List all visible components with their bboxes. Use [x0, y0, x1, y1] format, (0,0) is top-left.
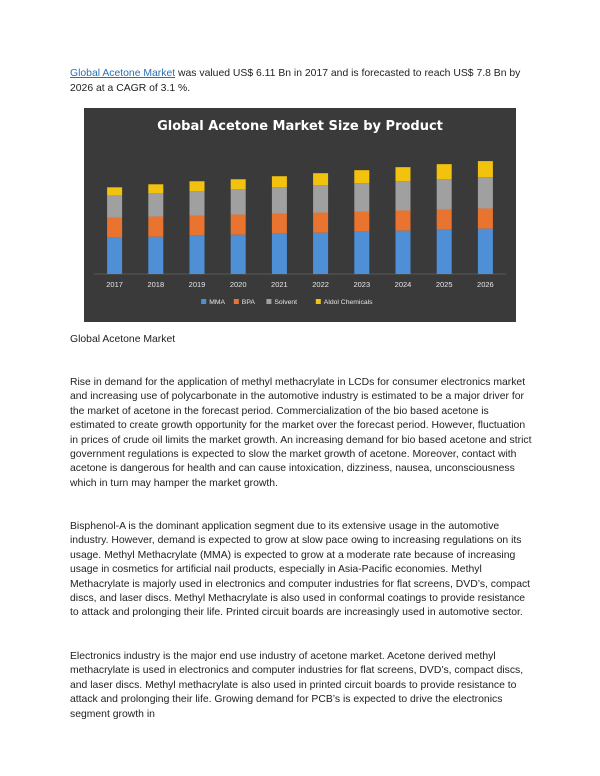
- bar-mma-2020: [231, 235, 246, 274]
- legend-swatch-aldol-chemicals: [316, 299, 321, 304]
- bar-aldol-chemicals-2023: [354, 170, 369, 183]
- bar-mma-2018: [148, 237, 163, 274]
- intro-paragraph: [70, 66, 532, 96]
- x-tick-label: 2017: [106, 280, 123, 289]
- bar-mma-2022: [313, 233, 328, 274]
- bar-mma-2017: [107, 238, 122, 274]
- bar-aldol-chemicals-2019: [190, 181, 205, 191]
- global-acetone-market-link[interactable]: Global Acetone Market: [70, 68, 176, 79]
- bar-mma-2019: [190, 236, 205, 274]
- bar-mma-2024: [396, 231, 411, 274]
- bar-solvent-2019: [190, 191, 205, 215]
- legend-label: MMA: [209, 299, 226, 306]
- x-tick-label: 2020: [229, 280, 247, 289]
- bar-solvent-2017: [107, 195, 122, 217]
- bar-bpa-2023: [354, 212, 369, 232]
- legend-swatch-solvent: [266, 299, 271, 304]
- bar-aldol-chemicals-2020: [231, 179, 246, 189]
- bar-aldol-chemicals-2026: [478, 161, 493, 177]
- legend-swatch-bpa: [234, 299, 239, 304]
- x-tick-label: 2023: [353, 280, 371, 289]
- bar-solvent-2020: [231, 189, 246, 214]
- bar-mma-2023: [354, 232, 369, 274]
- bar-mma-2026: [478, 229, 493, 274]
- bar-bpa-2025: [437, 209, 452, 229]
- bar-solvent-2021: [272, 187, 287, 213]
- bar-aldol-chemicals-2022: [313, 173, 328, 185]
- bar-solvent-2022: [313, 185, 328, 212]
- intro-text: was valued US$ 6.11 Bn in 2017 and is forecasted to reach US$ 7.8 Bn by 2026 at a CAGR of 3.1 %.: [70, 68, 521, 94]
- bar-bpa-2020: [231, 215, 246, 235]
- paragraph-drivers: Rise in demand for the application of methyl methacrylate in LCDs for consumer electronics market and increasing use of polycarbonate in the automotive industry is estimated to be a major driver for the market of acetone in the forecast period. Commercialization of the bio based acetone is estimated to create growth opportunity for the market over the forecast period. However, fluctuation in prices of crude oil limits the market growth. An increasing demand for bio based acetone and strict government regulations is expected to slow the market growth of acetone. Moreover, contact with acetone is dangerous for health and can cause intoxication, dizziness, nausea, unconsciousness which in turn may hamper the market growth.: [70, 377, 532, 489]
- legend-swatch-mma: [201, 299, 206, 304]
- legend-label: Aldol Chemicals: [323, 299, 373, 306]
- x-tick-label: 2024: [394, 280, 412, 289]
- bar-aldol-chemicals-2025: [437, 164, 452, 179]
- x-tick-label: 2018: [147, 280, 165, 289]
- x-tick-label: 2022: [312, 280, 329, 289]
- x-tick-label: 2026: [477, 280, 494, 289]
- bar-aldol-chemicals-2024: [396, 167, 411, 181]
- bar-aldol-chemicals-2017: [107, 187, 122, 195]
- bar-bpa-2022: [313, 213, 328, 233]
- bar-bpa-2026: [478, 208, 493, 228]
- bar-solvent-2024: [396, 181, 411, 210]
- bar-solvent-2018: [148, 193, 163, 216]
- acetone-market-chart: [84, 108, 516, 322]
- bar-mma-2021: [272, 234, 287, 274]
- bar-bpa-2017: [107, 218, 122, 238]
- chart-title: Global Acetone Market Size by Product: [157, 119, 443, 134]
- x-tick-label: 2025: [435, 280, 453, 289]
- bar-aldol-chemicals-2018: [148, 184, 163, 193]
- bar-bpa-2021: [272, 214, 287, 234]
- x-tick-label: 2021: [271, 280, 288, 289]
- bar-solvent-2026: [478, 177, 493, 208]
- legend-label: BPA: [241, 299, 255, 306]
- bar-mma-2025: [437, 230, 452, 274]
- paragraph-electronics: Electronics industry is the major end use industry of acetone market. Acetone derived methyl methacrylate is used in electronics and computer industries for flat screens, DVD’s, compact discs, and laser discs. Methyl methacrylate is also used in printed circuit boards to provide resistance to attack and prolonging their life. Growing demand for PCB’s is expected to drive the electronics segment growth in: [70, 651, 524, 720]
- bar-solvent-2023: [354, 183, 369, 211]
- x-tick-label: 2019: [188, 280, 206, 289]
- chart-svg: [84, 108, 516, 322]
- bar-bpa-2019: [190, 216, 205, 236]
- legend-label: Solvent: [274, 299, 298, 306]
- bar-aldol-chemicals-2021: [272, 176, 287, 187]
- bar-bpa-2024: [396, 210, 411, 230]
- bar-bpa-2018: [148, 217, 163, 237]
- bar-solvent-2025: [437, 179, 452, 209]
- chart-caption: Global Acetone Market: [70, 334, 176, 345]
- paragraph-bisphenol: Bisphenol-A is the dominant application segment due to its extensive usage in the automotive industry. However, demand is expected to grow at slow pace owing to increasing regulations on its usage. Methyl Methacrylate (MMA) is expected to grow at a moderate rate because of increasing usage in cosmetics for artificial nail products, especially in Asia-Pacific economies. Methyl Methacrylate is majorly used in electronics and computer industries for flat screens, DVD’s, compact discs, and laser discs. Methyl Methacrylate is also used in conformal coatings to provide resistance to attack and prolonging their life. Printed circuit boards are increasingly used in automotive sector.: [70, 521, 531, 619]
